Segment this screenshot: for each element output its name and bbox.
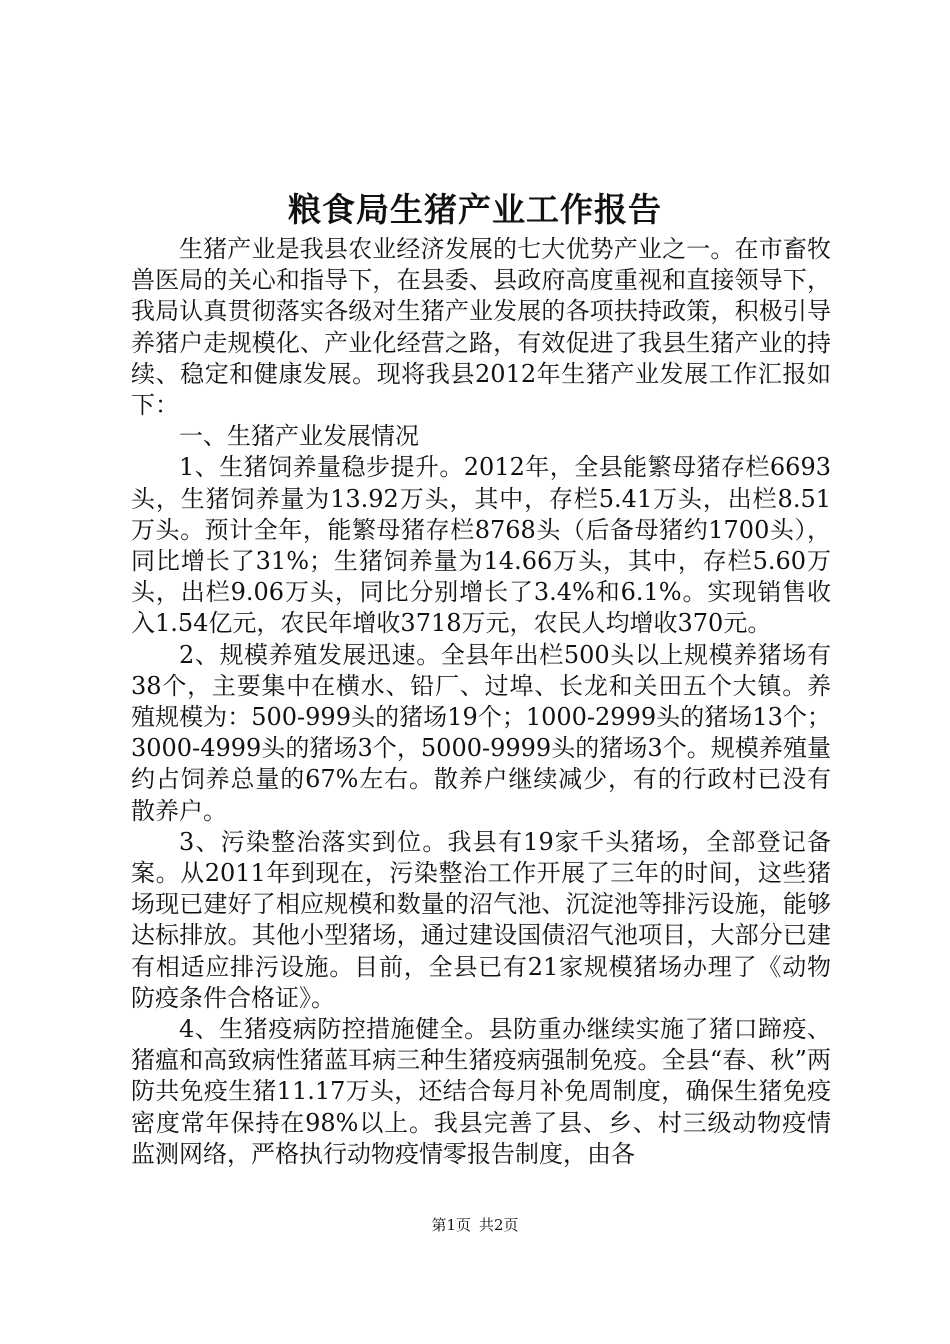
paragraph-item-1: 1、生猪饲养量稳步提升。2012年，全县能繁母猪存栏6693头，生猪饲养量为13.92万头，其中，存栏5.41万头，出栏8.51万头。预计全年，能繁母猪存栏8768头（后备母猪约1700头），同比增长了31%；生猪饲养量为14.66万头，其中，存栏5.60万头，出栏9.06万头，同比分别增长了3.4%和6.1%。实现销售收入1.54亿元，农民年增收3718万元，农民人均增收370元。 [131,453,831,638]
document-body [131,234,831,1170]
paragraph-item-3: 3、污染整治落实到位。我县有19家千头猪场，全部登记备案。从2011年到现在，污染整治工作开展了三年的时间，这些猪场现已建好了相应规模和数量的沼气池、沉淀池等排污设施，能够达标排放。其他小型猪场，通过建设国债沼气池项目，大部分已建有相适应排污设施。目前，全县已有21家规模猪场办理了《动物防疫条件合格证》。 [131,827,831,1012]
page-footer [0,1215,950,1235]
document-title: 粮食局生猪产业工作报告 [288,190,662,229]
paragraph-intro: 生猪产业是我县农业经济发展的七大优势产业之一。在市畜牧兽医局的关心和指导下，在县委、县政府高度重视和直接领导下，我局认真贯彻落实各级对生猪产业发展的各项扶持政策，积极引导养猪户走规模化、产业化经营之路，有效促进了我县生猪产业的持续、稳定和健康发展。现将我县2012年生猪产业发展工作汇报如下： [131,235,831,420]
page-total: 共2页 [479,1216,519,1234]
paragraph-item-2: 2、规模养殖发展迅速。全县年出栏500头以上规模养猪场有38个，主要集中在横水、铅厂、过埠、长龙和关田五个大镇。养殖规模为：500-999头的猪场19个；1000-2999头的猪场13个；3000-4999头的猪场3个，5000-9999头的猪场3个。规模养殖量约占饲养总量的67%左右。散养户继续减少，有的行政村已没有散养户。 [131,640,831,825]
paragraph-item-4: 4、生猪疫病防控措施健全。县防重办继续实施了猪口蹄疫、猪瘟和高致病性猪蓝耳病三种生猪疫病强制免疫。全县“春、秋”两防共免疫生猪11.17万头，还结合每月补免周制度，确保生猪免疫密度常年保持在98%以上。我县完善了县、乡、村三级动物疫情监测网络，严格执行动物疫情零报告制度，由各 [131,1015,831,1168]
page-number: 第1页 [431,1216,471,1234]
section-heading: 一、生猪产业发展情况 [179,422,419,451]
